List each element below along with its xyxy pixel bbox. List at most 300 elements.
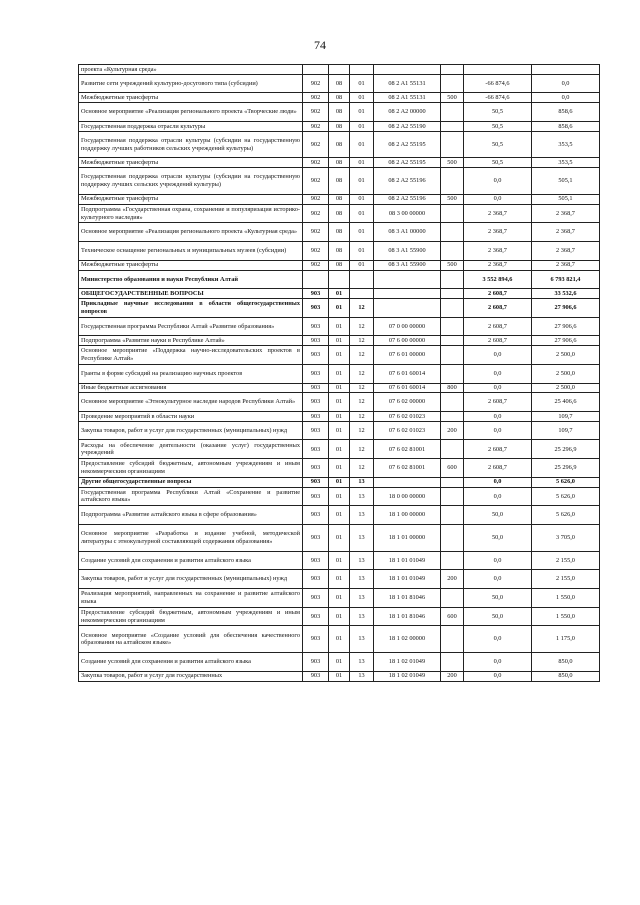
expense-type-cell [441, 589, 464, 608]
amount-second-cell: 0,0 [532, 93, 600, 103]
row-name-cell: Межбюджетные трансферты [79, 260, 303, 270]
amount-first-cell: 2 368,7 [464, 242, 532, 261]
row-name-cell: Предоставление субсидий бюджетным, автономным учреждениям и иным некоммерческим организациям [79, 459, 303, 478]
expense-type-cell [441, 393, 464, 412]
expense-type-cell [441, 346, 464, 365]
subsection-code-cell: 13 [350, 671, 374, 681]
row-name-cell: Создание условий для сохранения и развития алтайского языка [79, 551, 303, 570]
target-article-cell: 08 2 A2 55195 [374, 158, 441, 168]
section-code-cell: 08 [329, 242, 350, 261]
admin-code-cell: 902 [303, 93, 329, 103]
amount-first-cell: 2 368,7 [464, 204, 532, 223]
subsection-code-cell: 13 [350, 570, 374, 589]
amount-first-cell: 2 608,7 [464, 440, 532, 459]
expense-type-cell [441, 65, 464, 75]
table-row [79, 289, 600, 299]
expense-type-cell: 500 [441, 158, 464, 168]
expense-type-cell [441, 653, 464, 672]
amount-second-cell: 5 626,0 [532, 506, 600, 525]
amount-first-cell: 50,0 [464, 524, 532, 551]
amount-first-cell: 2 608,7 [464, 336, 532, 346]
row-name-cell: Закупка товаров, работ и услуг для государственных (муниципальных) нужд [79, 570, 303, 589]
row-name-cell: Создание условий для сохранения и развития алтайского языка [79, 653, 303, 672]
expense-type-cell: 800 [441, 383, 464, 393]
subsection-code-cell: 01 [350, 93, 374, 103]
amount-second-cell: 33 532,6 [532, 289, 600, 299]
subsection-code-cell: 12 [350, 336, 374, 346]
amount-first-cell: 2 608,7 [464, 289, 532, 299]
section-code-cell: 01 [329, 421, 350, 440]
section-code-cell: 08 [329, 204, 350, 223]
amount-second-cell: 858,6 [532, 121, 600, 131]
row-name-cell: Реализация мероприятий, направленных на сохранение и развитие алтайского языка [79, 589, 303, 608]
amount-first-cell: -66 874,6 [464, 74, 532, 93]
subsection-code-cell: 01 [350, 121, 374, 131]
amount-second-cell: 3 705,0 [532, 524, 600, 551]
table-row [79, 570, 600, 589]
target-article-cell: 07 6 02 01023 [374, 411, 441, 421]
admin-code-cell: 903 [303, 459, 329, 478]
amount-second-cell: 2 500,0 [532, 346, 600, 365]
subsection-code-cell: 01 [350, 242, 374, 261]
table-row [79, 607, 600, 626]
amount-first-cell: 0,0 [464, 626, 532, 653]
row-name-cell: Закупка товаров, работ и услуг для государственных (муниципальных) нужд [79, 421, 303, 440]
amount-second-cell: 5 626,0 [532, 477, 600, 487]
table-row [79, 524, 600, 551]
expense-type-cell [441, 487, 464, 506]
amount-first-cell: 3 552 894,6 [464, 270, 532, 289]
expense-type-cell [441, 289, 464, 299]
target-article-cell: 07 6 02 00000 [374, 393, 441, 412]
subsection-code-cell: 13 [350, 524, 374, 551]
section-code-cell: 08 [329, 103, 350, 122]
admin-code-cell: 903 [303, 487, 329, 506]
row-name-cell: Другие общегосударственные вопросы [79, 477, 303, 487]
admin-code-cell [303, 65, 329, 75]
row-name-cell: проекта «Культурная среда» [79, 65, 303, 75]
subsection-code-cell: 12 [350, 393, 374, 412]
subsection-code-cell [350, 65, 374, 75]
expense-type-cell [441, 270, 464, 289]
row-name-cell: Закупка товаров, работ и услуг для государственных [79, 671, 303, 681]
target-article-cell: 07 0 00 00000 [374, 317, 441, 336]
amount-first-cell: 50,5 [464, 131, 532, 158]
section-code-cell: 01 [329, 459, 350, 478]
section-code-cell: 01 [329, 411, 350, 421]
target-article-cell: 07 6 01 60014 [374, 383, 441, 393]
target-article-cell: 18 0 00 00000 [374, 487, 441, 506]
section-code-cell: 01 [329, 393, 350, 412]
amount-first-cell [464, 65, 532, 75]
target-article-cell [374, 65, 441, 75]
admin-code-cell: 902 [303, 260, 329, 270]
amount-first-cell: 50,5 [464, 158, 532, 168]
amount-second-cell: 505,1 [532, 168, 600, 195]
expense-type-cell: 200 [441, 671, 464, 681]
amount-second-cell: 27 906,6 [532, 317, 600, 336]
subsection-code-cell: 12 [350, 459, 374, 478]
target-article-cell: 18 1 00 00000 [374, 506, 441, 525]
table-row [79, 336, 600, 346]
table-row [79, 383, 600, 393]
admin-code-cell: 903 [303, 346, 329, 365]
amount-second-cell: 109,7 [532, 421, 600, 440]
table-row [79, 393, 600, 412]
amount-first-cell: 0,0 [464, 653, 532, 672]
admin-code-cell: 902 [303, 223, 329, 242]
section-code-cell: 01 [329, 524, 350, 551]
section-code-cell: 08 [329, 260, 350, 270]
subsection-code-cell: 01 [350, 194, 374, 204]
table-row [79, 346, 600, 365]
amount-second-cell: 2 368,7 [532, 204, 600, 223]
subsection-code-cell: 01 [350, 168, 374, 195]
row-name-cell: Основное мероприятие «Реализация регионального проекта «Творческие люди» [79, 103, 303, 122]
amount-second-cell: 2 155,0 [532, 570, 600, 589]
row-name-cell: Основное мероприятие «Этнокультурное наследие народов Республики Алтай» [79, 393, 303, 412]
row-name-cell: Министерство образования и науки Республики Алтай [79, 270, 303, 289]
admin-code-cell: 903 [303, 440, 329, 459]
expense-type-cell: 200 [441, 570, 464, 589]
amount-second-cell: 2 500,0 [532, 383, 600, 393]
expense-type-cell [441, 336, 464, 346]
admin-code-cell: 903 [303, 551, 329, 570]
subsection-code-cell: 13 [350, 607, 374, 626]
admin-code-cell: 902 [303, 103, 329, 122]
target-article-cell: 07 6 01 00000 [374, 346, 441, 365]
amount-second-cell: 25 406,6 [532, 393, 600, 412]
table-row [79, 74, 600, 93]
table-row [79, 168, 600, 195]
section-code-cell: 01 [329, 477, 350, 487]
expense-type-cell [441, 298, 464, 317]
row-name-cell: Прикладные научные исследования в области общегосударственных вопросов [79, 298, 303, 317]
section-code-cell: 01 [329, 551, 350, 570]
section-code-cell: 01 [329, 671, 350, 681]
amount-first-cell: -66 874,6 [464, 93, 532, 103]
section-code-cell: 08 [329, 194, 350, 204]
amount-second-cell: 2 155,0 [532, 551, 600, 570]
expense-type-cell: 500 [441, 93, 464, 103]
target-article-cell: 07 6 02 81001 [374, 440, 441, 459]
admin-code-cell: 903 [303, 607, 329, 626]
target-article-cell: 08 2 A1 55131 [374, 74, 441, 93]
amount-second-cell: 27 906,6 [532, 336, 600, 346]
subsection-code-cell: 12 [350, 440, 374, 459]
amount-first-cell: 0,0 [464, 551, 532, 570]
expense-type-cell [441, 131, 464, 158]
row-name-cell: Государственная программа Республики Алтай «Развитие образования» [79, 317, 303, 336]
target-article-cell: 18 1 01 00000 [374, 524, 441, 551]
subsection-code-cell: 13 [350, 477, 374, 487]
expense-type-cell [441, 477, 464, 487]
section-code-cell: 08 [329, 74, 350, 93]
amount-second-cell: 850,0 [532, 653, 600, 672]
expense-type-cell [441, 524, 464, 551]
admin-code-cell: 903 [303, 411, 329, 421]
amount-second-cell: 1 550,0 [532, 607, 600, 626]
target-article-cell: 08 2 A1 55131 [374, 93, 441, 103]
subsection-code-cell: 12 [350, 346, 374, 365]
admin-code-cell: 903 [303, 289, 329, 299]
amount-first-cell: 50,0 [464, 506, 532, 525]
table-row [79, 459, 600, 478]
section-code-cell: 01 [329, 653, 350, 672]
subsection-code-cell: 13 [350, 653, 374, 672]
section-code-cell [329, 65, 350, 75]
amount-second-cell: 505,1 [532, 194, 600, 204]
target-article-cell: 18 1 02 01049 [374, 671, 441, 681]
target-article-cell: 18 1 01 01049 [374, 570, 441, 589]
table-row [79, 487, 600, 506]
amount-second-cell: 1 550,0 [532, 589, 600, 608]
row-name-cell: Предоставление субсидий бюджетным, автономным учреждениям и иным некоммерческим организациям [79, 607, 303, 626]
table-row [79, 270, 600, 289]
section-code-cell: 08 [329, 131, 350, 158]
subsection-code-cell: 01 [350, 260, 374, 270]
subsection-code-cell: 01 [350, 103, 374, 122]
admin-code-cell: 903 [303, 589, 329, 608]
target-article-cell [374, 477, 441, 487]
row-name-cell: Подпрограмма «Развитие науки в Республике Алтай» [79, 336, 303, 346]
subsection-code-cell: 12 [350, 317, 374, 336]
expense-type-cell [441, 551, 464, 570]
table-row [79, 411, 600, 421]
amount-first-cell: 0,0 [464, 364, 532, 383]
table-row [79, 626, 600, 653]
row-name-cell: Расходы на обеспечение деятельности (оказание услуг) государственных учреждений [79, 440, 303, 459]
amount-first-cell: 0,0 [464, 168, 532, 195]
amount-second-cell: 2 368,7 [532, 242, 600, 261]
amount-first-cell: 50,0 [464, 589, 532, 608]
target-article-cell [374, 270, 441, 289]
admin-code-cell: 903 [303, 506, 329, 525]
amount-first-cell: 50,0 [464, 607, 532, 626]
admin-code-cell: 903 [303, 626, 329, 653]
expense-type-cell [441, 103, 464, 122]
target-article-cell: 18 1 02 01049 [374, 653, 441, 672]
table-row [79, 242, 600, 261]
table-row [79, 223, 600, 242]
admin-code-cell: 902 [303, 168, 329, 195]
section-code-cell: 08 [329, 168, 350, 195]
table-row [79, 551, 600, 570]
amount-second-cell: 27 906,6 [532, 298, 600, 317]
subsection-code-cell: 01 [350, 223, 374, 242]
row-name-cell: Основное мероприятие «Реализация регионального проекта «Культурная среда» [79, 223, 303, 242]
amount-second-cell: 25 296,9 [532, 459, 600, 478]
section-code-cell: 01 [329, 298, 350, 317]
section-code-cell: 08 [329, 158, 350, 168]
amount-first-cell: 0,0 [464, 383, 532, 393]
target-article-cell: 08 2 A2 55196 [374, 168, 441, 195]
row-name-cell: Основное мероприятие «Поддержка научно-исследовательских проектов в Республике Алтай» [79, 346, 303, 365]
section-code-cell: 01 [329, 506, 350, 525]
table-row [79, 158, 600, 168]
table-row [79, 194, 600, 204]
expense-type-cell: 200 [441, 421, 464, 440]
expense-type-cell [441, 506, 464, 525]
amount-second-cell: 5 626,0 [532, 487, 600, 506]
subsection-code-cell: 01 [350, 131, 374, 158]
amount-second-cell: 2 368,7 [532, 260, 600, 270]
section-code-cell: 01 [329, 383, 350, 393]
subsection-code-cell: 13 [350, 487, 374, 506]
target-article-cell: 08 3 A1 00000 [374, 223, 441, 242]
amount-first-cell: 2 608,7 [464, 298, 532, 317]
target-article-cell: 08 3 A1 55900 [374, 242, 441, 261]
section-code-cell: 01 [329, 336, 350, 346]
target-article-cell: 18 1 01 81046 [374, 589, 441, 608]
amount-second-cell: 0,0 [532, 74, 600, 93]
row-name-cell: Проведение мероприятий в области науки [79, 411, 303, 421]
subsection-code-cell: 13 [350, 551, 374, 570]
amount-first-cell: 0,0 [464, 346, 532, 365]
table-row [79, 317, 600, 336]
target-article-cell: 18 1 01 81046 [374, 607, 441, 626]
table-row [79, 103, 600, 122]
section-code-cell: 01 [329, 317, 350, 336]
amount-first-cell: 50,5 [464, 103, 532, 122]
subsection-code-cell [350, 270, 374, 289]
table-row [79, 477, 600, 487]
admin-code-cell: 903 [303, 383, 329, 393]
amount-second-cell: 109,7 [532, 411, 600, 421]
budget-table-body [79, 65, 600, 682]
target-article-cell: 07 6 01 60014 [374, 364, 441, 383]
subsection-code-cell: 12 [350, 298, 374, 317]
table-row [79, 204, 600, 223]
subsection-code-cell: 01 [350, 74, 374, 93]
row-name-cell: Иные бюджетные ассигнования [79, 383, 303, 393]
table-row [79, 671, 600, 681]
expense-type-cell [441, 204, 464, 223]
row-name-cell: Государственная поддержка отрасли культуры (субсидии на государственную поддержку лучших сельских учреждений культуры) [79, 168, 303, 195]
admin-code-cell: 903 [303, 477, 329, 487]
expense-type-cell [441, 168, 464, 195]
subsection-code-cell: 12 [350, 383, 374, 393]
table-row [79, 260, 600, 270]
row-name-cell: Подпрограмма «Развитие алтайского языка в сфере образования» [79, 506, 303, 525]
row-name-cell: Государственная поддержка отрасли культуры [79, 121, 303, 131]
admin-code-cell: 902 [303, 121, 329, 131]
row-name-cell: Государственная программа Республики Алтай «Сохранение и развитие алтайского языка» [79, 487, 303, 506]
table-row [79, 93, 600, 103]
target-article-cell: 07 6 02 01023 [374, 421, 441, 440]
table-row [79, 440, 600, 459]
admin-code-cell [303, 270, 329, 289]
amount-second-cell: 353,5 [532, 131, 600, 158]
amount-first-cell: 0,0 [464, 194, 532, 204]
amount-first-cell: 0,0 [464, 411, 532, 421]
subsection-code-cell: 13 [350, 589, 374, 608]
admin-code-cell: 902 [303, 131, 329, 158]
section-code-cell: 01 [329, 626, 350, 653]
target-article-cell [374, 298, 441, 317]
expense-type-cell: 500 [441, 194, 464, 204]
amount-second-cell: 353,5 [532, 158, 600, 168]
expense-type-cell [441, 74, 464, 93]
admin-code-cell: 903 [303, 421, 329, 440]
section-code-cell: 01 [329, 364, 350, 383]
admin-code-cell: 903 [303, 364, 329, 383]
section-code-cell: 01 [329, 570, 350, 589]
admin-code-cell: 902 [303, 158, 329, 168]
subsection-code-cell: 12 [350, 364, 374, 383]
section-code-cell: 01 [329, 346, 350, 365]
amount-first-cell: 0,0 [464, 421, 532, 440]
amount-second-cell: 6 793 821,4 [532, 270, 600, 289]
amount-second-cell: 858,6 [532, 103, 600, 122]
subsection-code-cell: 12 [350, 411, 374, 421]
subsection-code-cell: 01 [350, 204, 374, 223]
admin-code-cell: 903 [303, 653, 329, 672]
target-article-cell: 18 1 01 01049 [374, 551, 441, 570]
section-code-cell: 01 [329, 487, 350, 506]
expense-type-cell [441, 626, 464, 653]
target-article-cell: 08 2 A2 55190 [374, 121, 441, 131]
row-name-cell: Гранты в форме субсидий на реализацию научных проектов [79, 364, 303, 383]
row-name-cell: Техническое оснащение региональных и муниципальных музеев (субсидии) [79, 242, 303, 261]
section-code-cell: 01 [329, 289, 350, 299]
admin-code-cell: 903 [303, 317, 329, 336]
section-code-cell [329, 270, 350, 289]
admin-code-cell: 902 [303, 194, 329, 204]
page-number: 74 [314, 38, 326, 52]
amount-first-cell: 2 368,7 [464, 260, 532, 270]
admin-code-cell: 902 [303, 242, 329, 261]
admin-code-cell: 903 [303, 393, 329, 412]
expense-type-cell: 600 [441, 607, 464, 626]
table-row [79, 589, 600, 608]
expense-type-cell [441, 317, 464, 336]
amount-second-cell [532, 65, 600, 75]
row-name-cell: Основное мероприятие «Создание условий для обеспечения качественного образования на алтайском языке» [79, 626, 303, 653]
amount-second-cell: 1 175,0 [532, 626, 600, 653]
target-article-cell: 08 3 A1 55900 [374, 260, 441, 270]
table-row [79, 364, 600, 383]
admin-code-cell: 902 [303, 74, 329, 93]
expense-type-cell: 500 [441, 260, 464, 270]
amount-first-cell: 0,0 [464, 671, 532, 681]
table-row [79, 131, 600, 158]
target-article-cell [374, 289, 441, 299]
table-row [79, 421, 600, 440]
amount-first-cell: 2 608,7 [464, 459, 532, 478]
target-article-cell: 08 2 A2 55196 [374, 194, 441, 204]
expense-type-cell [441, 223, 464, 242]
budget-table [78, 64, 600, 682]
amount-second-cell: 850,0 [532, 671, 600, 681]
expense-type-cell [441, 440, 464, 459]
admin-code-cell: 903 [303, 671, 329, 681]
table-row [79, 506, 600, 525]
amount-first-cell: 0,0 [464, 487, 532, 506]
admin-code-cell: 903 [303, 298, 329, 317]
admin-code-cell: 903 [303, 570, 329, 589]
amount-first-cell: 50,5 [464, 121, 532, 131]
table-row [79, 653, 600, 672]
section-code-cell: 08 [329, 121, 350, 131]
admin-code-cell: 903 [303, 524, 329, 551]
amount-second-cell: 25 296,9 [532, 440, 600, 459]
expense-type-cell [441, 242, 464, 261]
target-article-cell: 08 2 A2 55195 [374, 131, 441, 158]
row-name-cell: Основное мероприятие «Разработка и издание учебной, методической литературы с этнокультурной составляющей содержания образования» [79, 524, 303, 551]
amount-first-cell: 2 608,7 [464, 317, 532, 336]
row-name-cell: Межбюджетные трансферты [79, 194, 303, 204]
